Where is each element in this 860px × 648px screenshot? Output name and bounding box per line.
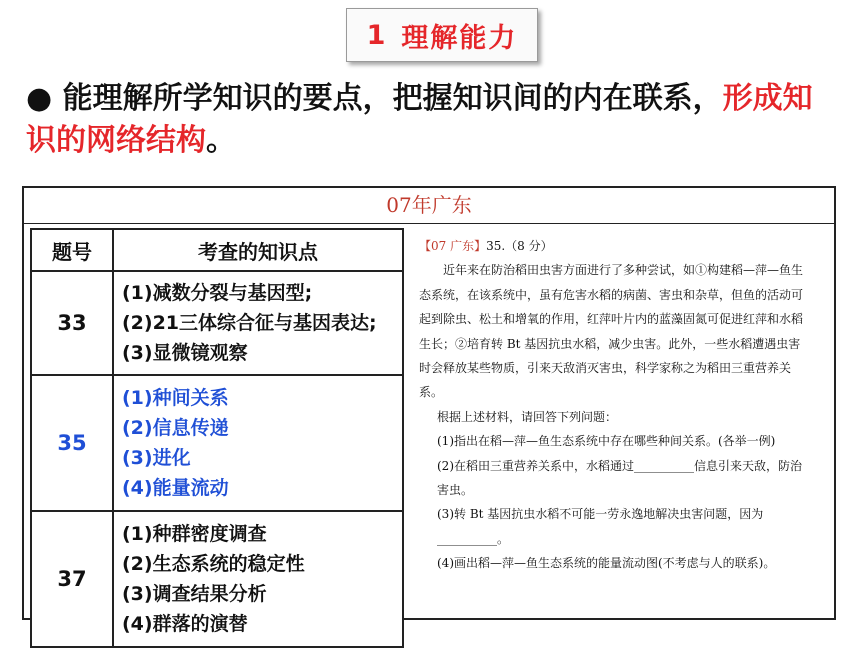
bullet-icon: ● [26, 81, 53, 116]
headline [26, 78, 838, 162]
table-row [31, 375, 403, 511]
table-row [31, 511, 403, 647]
question-number: 37 [31, 511, 113, 647]
section-heading: 理解能力 [401, 22, 518, 54]
question-number: 35 [31, 375, 113, 511]
question-number-score: 35.（8 分） [486, 239, 553, 253]
section-title [346, 8, 538, 62]
question-tag: 【07 广东】 [419, 239, 487, 253]
knowledge-table [30, 228, 404, 648]
knowledge-item: (4)能量流动 [122, 477, 229, 500]
headline-end: 。 [206, 123, 236, 158]
question-header [419, 234, 805, 258]
knowledge-item: (2)信息传递 [122, 417, 229, 440]
question-passage: 近年来在防治稻田虫害方面进行了多种尝试，如①构建稻—萍—鱼生态系统，在该系统中，虽有危害水稻的病菌、害虫和杂草，但鱼的活动可起到除虫、松土和增氧的作用，红萍叶片内的蓝藻固氮可促进红萍和水稻生长；②培育转 Bt 基因抗虫水稻，减少虫害。此外，一些水稻遭遇虫害时会释放某些物质，引来天敌消灭害虫，科学家称之为稻田三重营养关系。 [419, 263, 804, 400]
knowledge-item: (4)群落的演替 [122, 613, 248, 636]
knowledge-item: (1)种间关系 [122, 387, 229, 410]
exam-question [419, 234, 805, 576]
sub-question-1: (1)指出在稻—萍—鱼生态系统中存在哪些种间关系。(各举一例) [437, 434, 776, 449]
sub-question-2: (2)在稻田三重营养关系中，水稻通过__________信息引来天敌，防治害虫。 [437, 458, 803, 498]
question-prompt: 根据上述材料，请回答下列问题： [437, 409, 618, 424]
headline-text: 能理解所学知识的要点，把握知识间的内在联系， [62, 81, 723, 116]
knowledge-item: (3)进化 [122, 447, 191, 470]
question-number: 33 [31, 271, 113, 375]
knowledge-points [113, 511, 403, 647]
section-number: 1 [366, 19, 388, 51]
exam-caption: 07年广东 [22, 186, 836, 224]
knowledge-item: (3)显微镜观察 [122, 342, 248, 365]
sub-question-3: (3)转 Bt 基因抗虫水稻不可能一劳永逸地解决虫害问题，因为__________。 [437, 507, 764, 546]
knowledge-item: (2)21三体综合征与基因表达; [122, 312, 377, 335]
knowledge-item: (1)种群密度调查 [122, 523, 267, 546]
knowledge-points [113, 375, 403, 511]
knowledge-item: (3)调查结果分析 [122, 583, 267, 606]
header-question-number: 题号 [31, 229, 113, 271]
headline-highlight: 形成知识的网络结构 [26, 81, 813, 158]
knowledge-points [113, 271, 403, 375]
knowledge-item: (2)生态系统的稳定性 [122, 553, 305, 576]
table-header-row [31, 229, 403, 271]
header-knowledge-points: 考查的知识点 [113, 229, 403, 271]
table-row [31, 271, 403, 375]
knowledge-item: (1)减数分裂与基因型; [122, 282, 313, 305]
sub-question-4: (4)画出稻—萍—鱼生态系统的能量流动图(不考虑与人的联系)。 [437, 556, 776, 571]
